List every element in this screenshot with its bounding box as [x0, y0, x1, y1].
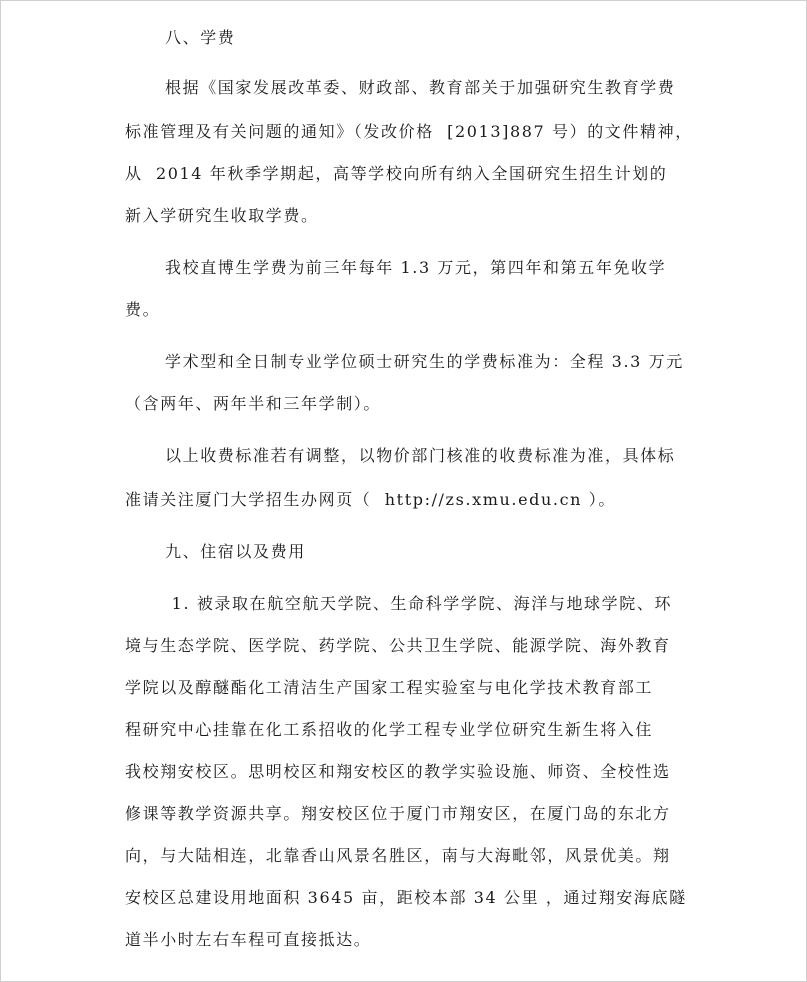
paragraph-line: 新入学研究生收取学费。	[125, 206, 319, 225]
paragraph-line: 标准管理及有关问题的通知》（发改价格 [2013]887 号）的文件精神，	[125, 122, 693, 141]
paragraph-line: 根据《国家发展改革委、财政部、教育部关于加强研究生教育学费	[165, 78, 676, 97]
paragraph-line: 1. 被录取在航空航天学院、生命科学学院、海洋与地球学院、环	[165, 594, 673, 613]
paragraph-line: 我校翔安校区。思明校区和翔安校区的教学实验设施、师资、全校性选	[125, 762, 671, 781]
paragraph-line: 程研究中心挂靠在化工系招收的化学工程专业学位研究生新生将入住	[125, 720, 654, 739]
paragraph-line: 学院以及醇醚酯化工清洁生产国家工程实验室与电化学技术教育部工	[125, 678, 654, 697]
paragraph-line: 修课等教学资源共享。翔安校区位于厦门市翔安区，在厦门岛的东北方	[125, 804, 671, 823]
paragraph-line: 向，与大陆相连，北靠香山风景名胜区，南与大海毗邻，风景优美。翔	[125, 846, 671, 865]
section-heading-fees: 八、学费	[165, 28, 236, 47]
section-heading-accommodation: 九、住宿以及费用	[165, 542, 306, 561]
paragraph-line: 准请关注厦门大学招生办网页（ http://zs.xmu.edu.cn ）。	[125, 490, 616, 509]
paragraph-line: 以上收费标准若有调整，以物价部门核准的收费标准为准，具体标	[165, 446, 676, 465]
paragraph-line: （含两年、两年半和三年学制）。	[125, 394, 382, 413]
paragraph-line: 从 2014 年秋季学期起，高等学校向所有纳入全国研究生招生计划的	[125, 164, 668, 183]
paragraph-line: 安校区总建设用地面积 3645 亩，距校本部 34 公里 ，通过翔安海底隧	[125, 888, 687, 907]
paragraph-line: 我校直博生学费为前三年每年 1.3 万元，第四年和第五年免收学	[165, 258, 667, 277]
paragraph-line: 境与生态学院、医学院、药学院、公共卫生学院、能源学院、海外教育	[125, 636, 671, 655]
paragraph-line: 费。	[125, 300, 161, 319]
paragraph-line: 道半小时左右车程可直接抵达。	[125, 930, 372, 949]
paragraph-line: 学术型和全日制专业学位硕士研究生的学费标准为：全程 3.3 万元	[165, 352, 684, 371]
